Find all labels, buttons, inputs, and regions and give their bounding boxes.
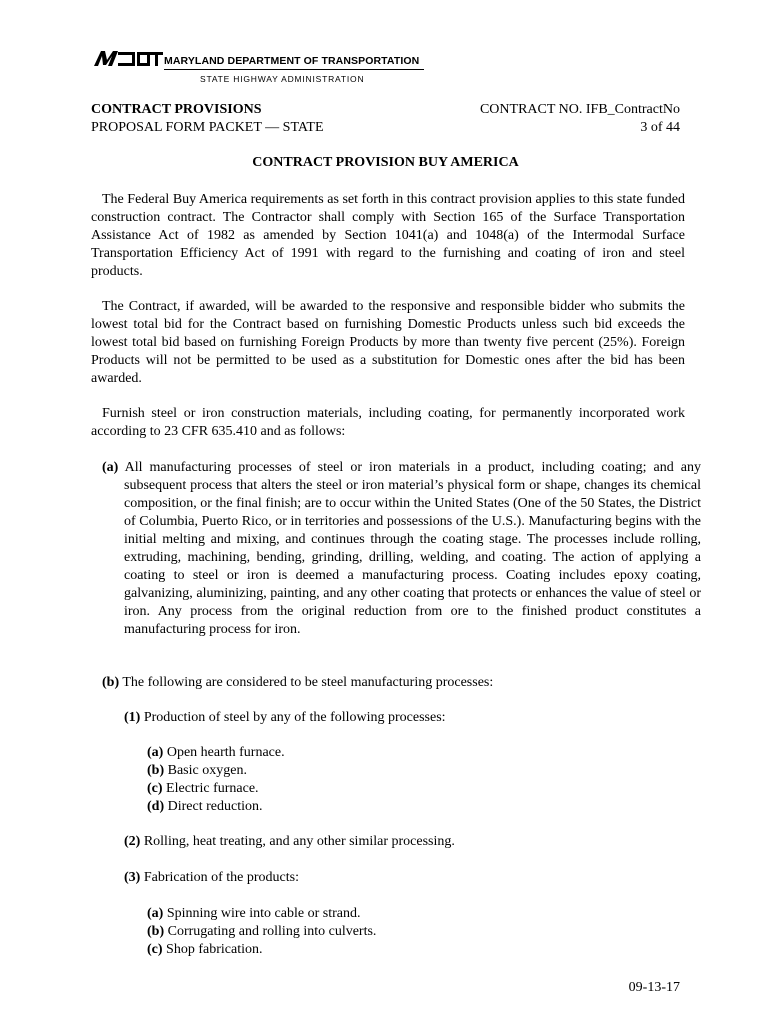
header-left <box>91 101 324 137</box>
packet-name: PROPOSAL FORM PACKET — STATE <box>91 120 324 135</box>
list-item: (a) Spinning wire into cable or strand. <box>147 906 361 921</box>
page-title: CONTRACT PROVISION BUY AMERICA <box>252 155 519 170</box>
mdot-logo <box>92 47 432 89</box>
header-right <box>480 101 680 137</box>
org-subtitle: STATE HIGHWAY ADMINISTRATION <box>200 74 365 84</box>
sub-item-3-label: (3) <box>124 870 141 885</box>
sub-item-3-text: Fabrication of the products: <box>143 870 299 885</box>
paragraph-buy-america: The Federal Buy America requirements as set forth in this contract provision applies to this state funded construction contract. The Contractor shall comply with Section 165 of the Surface Transportation Assistance Act of 1982 as amended by Section 1041(a) and 1048(a) of the Intermodal Surface Transportation Efficiency Act of 1991 with regard to the furnishing and coating of iron and steel products. <box>91 192 685 279</box>
paragraph-furnish: Furnish steel or iron construction materials, including coating, for permanently incorporated work according to 23 CFR 635.410 and as follows: <box>91 406 685 439</box>
list-item: (b) Basic oxygen. <box>147 763 247 778</box>
mdot-logo-mark-icon <box>92 49 164 67</box>
list-item: (d) Direct reduction. <box>147 799 263 814</box>
sub-item-2-text: Rolling, heat treating, and any other similar processing. <box>143 834 455 849</box>
sub-item-1 <box>124 709 679 727</box>
sub-item-1-text: Production of steel by any of the following processes: <box>143 710 446 725</box>
sub-item-2 <box>124 833 679 851</box>
contract-number: CONTRACT NO. IFB_ContractNo <box>479 102 680 117</box>
sub-item-1-list <box>147 744 285 816</box>
item-a-text: All manufacturing processes of steel or iron materials in a product, including coating; and any subsequent process that alters the steel or iron material’s physical form or shape, changes its chemical composition, or the final finish; are to occur within the United States (One of the 50 States, the District of Columbia, Puerto Rico, or in territories and possessions of the U.S.). Manufacturing begins with the initial melting and mixing, and continues through the coating stage. The processes include rolling, extruding, machining, bending, grinding, drilling, welding, and coating. The action of applying a coating to steel or iron is deemed a manufacturing process. Coating includes epoxy coating, galvanizing, aluminizing, painting, and any other coating that protects or enhances the value of steel or iron. Any process from the original reduction from ore to the finished product constitutes a manufacturing process for iron. <box>124 460 701 637</box>
list-item: (c) Electric furnace. <box>147 781 259 796</box>
sub-item-3-list <box>147 905 376 959</box>
page-number: 3 of 44 <box>640 120 680 135</box>
sub-item-1-label: (1) <box>124 710 141 725</box>
item-b-text: The following are considered to be steel manufacturing processes: <box>122 675 494 690</box>
org-name: MARYLAND DEPARTMENT OF TRANSPORTATION <box>164 55 420 67</box>
list-item: (a) Open hearth furnace. <box>147 745 285 760</box>
logo-divider <box>164 69 424 70</box>
list-item: (b) Corrugating and rolling into culverts. <box>147 924 377 939</box>
sub-item-3 <box>124 869 679 887</box>
paragraph-award: The Contract, if awarded, will be awarded to the responsive and responsible bidder who submits the lowest total bid for the Contract based on furnishing Domestic Products unless such bid exceeds the lowest total bid based on furnishing Foreign Products by more than twenty five percent (25%). Foreign Products will not be permitted to be used as a substitution for Domestic ones after the bid has been awarded. <box>91 299 685 386</box>
item-a-label: (a) <box>102 460 119 475</box>
section-heading: CONTRACT PROVISIONS <box>91 102 262 117</box>
sub-item-2-label: (2) <box>124 834 141 849</box>
item-b <box>102 674 679 692</box>
list-item: (c) Shop fabrication. <box>147 942 263 957</box>
item-a <box>102 459 701 639</box>
footer-date: 09-13-17 <box>628 980 680 995</box>
item-b-label: (b) <box>102 675 120 690</box>
